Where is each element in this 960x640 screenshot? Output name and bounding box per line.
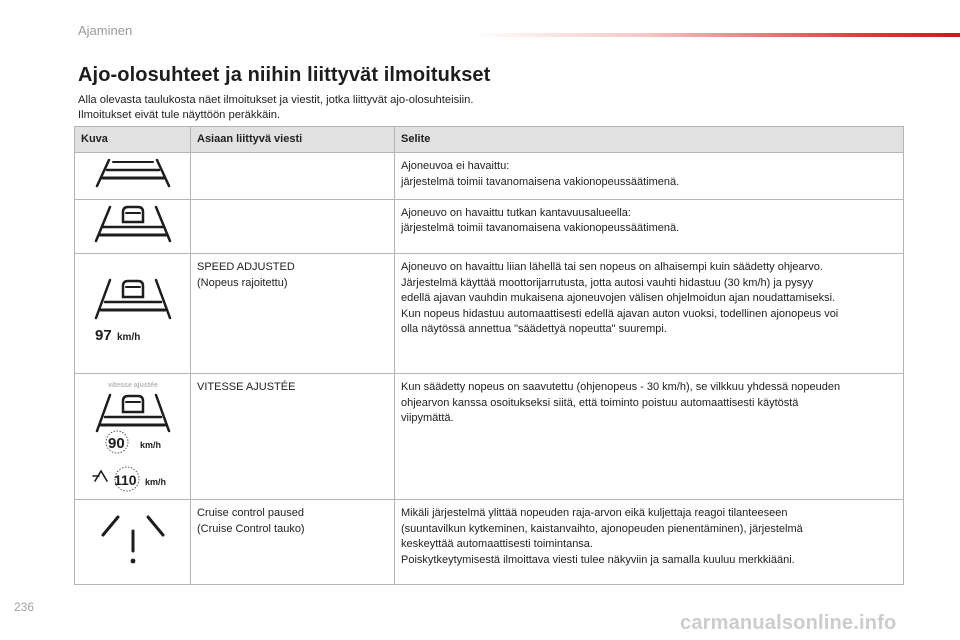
description-cell bbox=[395, 500, 904, 585]
accent-bar bbox=[470, 33, 960, 37]
icon-speed: 97 bbox=[94, 326, 112, 344]
description-line: järjestelmä toimii tavanomaisena vakionopeussäätimenä. bbox=[401, 175, 680, 188]
table-row bbox=[75, 254, 904, 374]
image-cell bbox=[75, 374, 191, 500]
icon-unit-2: km/h bbox=[144, 476, 166, 487]
watermark: carmanualsonline.info bbox=[680, 612, 897, 634]
message-cell bbox=[191, 199, 395, 254]
intro-text bbox=[78, 93, 474, 123]
table-row bbox=[75, 500, 904, 585]
description-line: Poiskytkeytymisestä ilmoittava viesti tulee näkyviin ja samalla kuuluu merkkiääni. bbox=[401, 553, 795, 566]
description-line: ohjearvon kanssa osoitukseksi siitä, että toiminto poistuu automaattisesti käytöstä bbox=[401, 396, 799, 409]
page-title: Ajo-olosuhteet ja niihin liittyvät ilmoitukset bbox=[78, 64, 491, 86]
intro-line: Ilmoitukset eivät tule näyttöön peräkkäin. bbox=[78, 109, 281, 121]
description-line: järjestelmä toimii tavanomaisena vakionopeussäätimenä. bbox=[401, 222, 680, 234]
description-cell bbox=[395, 153, 904, 200]
description-line: Ajoneuvoa ei havaittu: bbox=[401, 160, 510, 172]
table-header-row bbox=[75, 127, 904, 153]
message-line: (Nopeus rajoitettu) bbox=[197, 276, 288, 289]
intro-line: Alla olevasta taulukosta näet ilmoitukset ja viestit, jotka liittyvät ajo-olosuhteisiin. bbox=[78, 94, 474, 106]
alerts-table bbox=[74, 126, 904, 585]
page-number: 236 bbox=[14, 600, 35, 614]
description-line: Kun nopeus hidastuu automaattisesti edellä ajavan auton vuoksi, todellinen ajonopeus voi bbox=[401, 307, 839, 320]
vehicle-detected-icon bbox=[83, 200, 183, 248]
vitesse-ajustee-icon bbox=[83, 375, 183, 493]
lane-lines-icon bbox=[83, 153, 183, 193]
image-cell bbox=[75, 500, 191, 585]
description-line: keskeyttää automaattisesti toimintansa. bbox=[401, 538, 593, 550]
cruise-paused-icon bbox=[83, 509, 183, 569]
icon-speed-2: 110 bbox=[113, 471, 137, 488]
message-cell bbox=[191, 500, 395, 585]
description-line: edellä ajavan vauhdin mukaisena ajoneuvojen välisen ohjelmoidun ajan noudattamiseksi. bbox=[401, 292, 836, 304]
description-line: Ajoneuvo on havaittu liian lähellä tai sen nopeus on alhaisempi kuin säädetty ohjearvo. bbox=[401, 261, 823, 273]
description-line: Ajoneuvo on havaittu tutkan kantavuusalueella: bbox=[401, 206, 631, 219]
section-title: Ajaminen bbox=[78, 23, 133, 38]
exclamation-dot bbox=[130, 559, 135, 564]
table-row bbox=[75, 153, 904, 200]
table-row bbox=[75, 199, 904, 254]
description-line: Mikäli järjestelmä ylittää nopeuden raja-arvon eikä kuljettaja reagoi tilanteeseen bbox=[401, 507, 788, 519]
icon-caption: vitesse ajustée bbox=[107, 381, 158, 389]
message-cell bbox=[191, 153, 395, 200]
column-header-viesti: Asiaan liittyvä viesti bbox=[191, 127, 395, 153]
message-line: SPEED ADJUSTED bbox=[197, 261, 295, 273]
description-line: olla näytössä annettua "säädettyä nopeutta" suurempi. bbox=[401, 323, 667, 335]
column-header-selite: Selite bbox=[395, 127, 904, 153]
description-line: Järjestelmä käyttää moottorijarrutusta, jotta autosi vauhti hidastuu (30 km/h) ja pysyy bbox=[401, 276, 814, 289]
message-cell bbox=[191, 374, 395, 500]
icon-speed: 90 bbox=[107, 434, 125, 452]
image-cell bbox=[75, 153, 191, 200]
description-line: (suuntavilkun kytkeminen, kaistanvaihto, ajonopeuden pienentäminen), järjestelmä bbox=[401, 522, 803, 535]
message-line: (Cruise Control tauko) bbox=[197, 522, 305, 535]
image-cell bbox=[75, 254, 191, 374]
speed-adjusted-icon bbox=[83, 276, 183, 346]
description-line: Kun säädetty nopeus on saavutettu (ohjenopeus - 30 km/h), se vilkkuu yhdessä nopeuden bbox=[401, 381, 841, 393]
table-row bbox=[75, 374, 904, 500]
description-cell bbox=[395, 254, 904, 374]
description-line: viipymättä. bbox=[401, 412, 454, 424]
column-header-kuva: Kuva bbox=[75, 127, 191, 153]
description-cell bbox=[395, 374, 904, 500]
image-cell bbox=[75, 199, 191, 254]
message-line: Cruise control paused bbox=[197, 507, 305, 519]
icon-unit: km/h bbox=[139, 439, 161, 450]
message-line: VITESSE AJUSTÉE bbox=[197, 381, 296, 393]
description-cell bbox=[395, 199, 904, 254]
icon-unit: km/h bbox=[116, 331, 140, 343]
message-cell bbox=[191, 254, 395, 374]
